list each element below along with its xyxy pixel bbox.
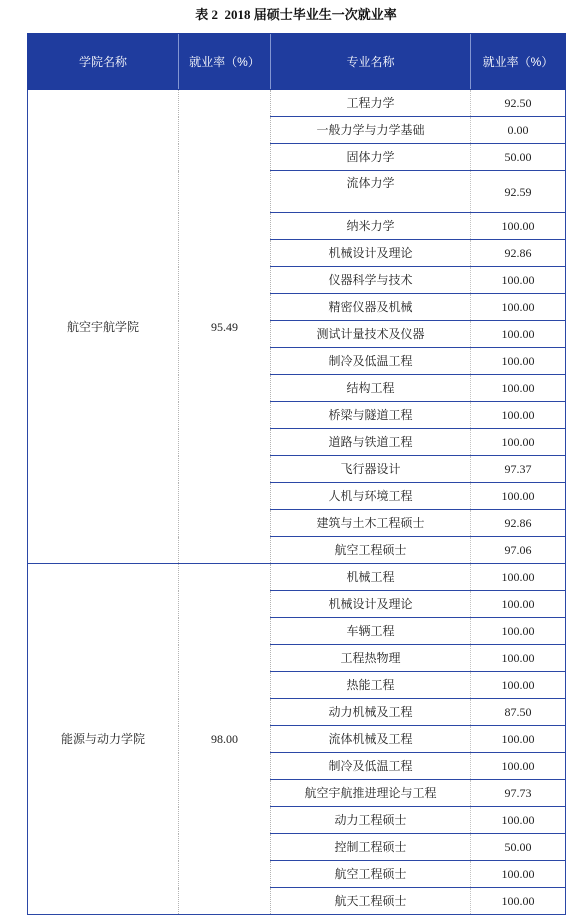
major-rate-cell: 92.86: [471, 510, 566, 537]
major-rate-cell: 97.37: [471, 456, 566, 483]
major-rate-cell: 50.00: [471, 834, 566, 861]
major-name-cell: 流体力学: [271, 171, 471, 213]
major-rate-cell: 100.00: [471, 267, 566, 294]
major-name-cell: 制冷及低温工程: [271, 348, 471, 375]
table-row: [28, 564, 566, 591]
major-rate-cell: 92.59: [471, 171, 566, 213]
major-rate-cell: 100.00: [471, 618, 566, 645]
major-name-cell: 制冷及低温工程: [271, 753, 471, 780]
major-name-cell: 结构工程: [271, 375, 471, 402]
major-name-cell: 航空工程硕士: [271, 861, 471, 888]
major-name-cell: 飞行器设计: [271, 456, 471, 483]
major-name-cell: 测试计量技术及仪器: [271, 321, 471, 348]
header-major-name: 专业名称: [271, 34, 471, 90]
college-rate-cell: 95.49: [179, 90, 271, 564]
major-name-cell: 航空工程硕士: [271, 537, 471, 564]
major-name-cell: 动力工程硕士: [271, 807, 471, 834]
major-name-cell: 控制工程硕士: [271, 834, 471, 861]
college-rate-cell: 98.00: [179, 564, 271, 915]
major-rate-cell: 100.00: [471, 672, 566, 699]
major-rate-cell: 100.00: [471, 321, 566, 348]
header-row: [28, 34, 566, 90]
major-name-cell: 航天工程硕士: [271, 888, 471, 915]
major-name-cell: 机械设计及理论: [271, 240, 471, 267]
employment-rate-table: [27, 33, 566, 915]
major-name-cell: 车辆工程: [271, 618, 471, 645]
college-name-cell: 能源与动力学院: [28, 564, 179, 915]
major-name-cell: 航空宇航推进理论与工程: [271, 780, 471, 807]
major-name-cell: 道路与铁道工程: [271, 429, 471, 456]
major-rate-cell: 100.00: [471, 861, 566, 888]
major-rate-cell: 100.00: [471, 726, 566, 753]
major-rate-cell: 0.00: [471, 117, 566, 144]
major-rate-cell: 100.00: [471, 645, 566, 672]
major-rate-cell: 50.00: [471, 144, 566, 171]
major-rate-cell: 97.73: [471, 780, 566, 807]
major-name-cell: 工程力学: [271, 90, 471, 117]
major-name-cell: 机械工程: [271, 564, 471, 591]
major-rate-cell: 100.00: [471, 564, 566, 591]
major-name-cell: 机械设计及理论: [271, 591, 471, 618]
header-college-name: 学院名称: [28, 34, 179, 90]
major-name-cell: 仪器科学与技术: [271, 267, 471, 294]
major-rate-cell: 100.00: [471, 402, 566, 429]
major-name-cell: 工程热物理: [271, 645, 471, 672]
major-name-cell: 人机与环境工程: [271, 483, 471, 510]
major-name-cell: 流体机械及工程: [271, 726, 471, 753]
major-rate-cell: 100.00: [471, 483, 566, 510]
major-rate-cell: 87.50: [471, 699, 566, 726]
major-rate-cell: 92.86: [471, 240, 566, 267]
major-rate-cell: 97.06: [471, 537, 566, 564]
major-name-cell: 精密仪器及机械: [271, 294, 471, 321]
major-rate-cell: 92.50: [471, 90, 566, 117]
major-rate-cell: 100.00: [471, 213, 566, 240]
major-rate-cell: 100.00: [471, 807, 566, 834]
major-rate-cell: 100.00: [471, 429, 566, 456]
major-rate-cell: 100.00: [471, 888, 566, 915]
major-rate-cell: 100.00: [471, 348, 566, 375]
major-name-cell: 热能工程: [271, 672, 471, 699]
major-name-cell: 桥梁与隧道工程: [271, 402, 471, 429]
table-body: [28, 90, 566, 915]
table-row: [28, 90, 566, 117]
major-rate-cell: 100.00: [471, 375, 566, 402]
table-header: [28, 34, 566, 90]
major-rate-cell: 100.00: [471, 591, 566, 618]
major-rate-cell: 100.00: [471, 753, 566, 780]
major-rate-cell: 100.00: [471, 294, 566, 321]
table-title: 表 2 2018 届硕士毕业生一次就业率: [195, 7, 397, 22]
header-college-rate: 就业率（%）: [179, 34, 271, 90]
header-major-rate: 就业率（%）: [471, 34, 566, 90]
major-name-cell: 建筑与土木工程硕士: [271, 510, 471, 537]
major-name-cell: 固体力学: [271, 144, 471, 171]
major-name-cell: 动力机械及工程: [271, 699, 471, 726]
major-name-cell: 一般力学与力学基础: [271, 117, 471, 144]
college-name-cell: 航空宇航学院: [28, 90, 179, 564]
major-name-cell: 纳米力学: [271, 213, 471, 240]
